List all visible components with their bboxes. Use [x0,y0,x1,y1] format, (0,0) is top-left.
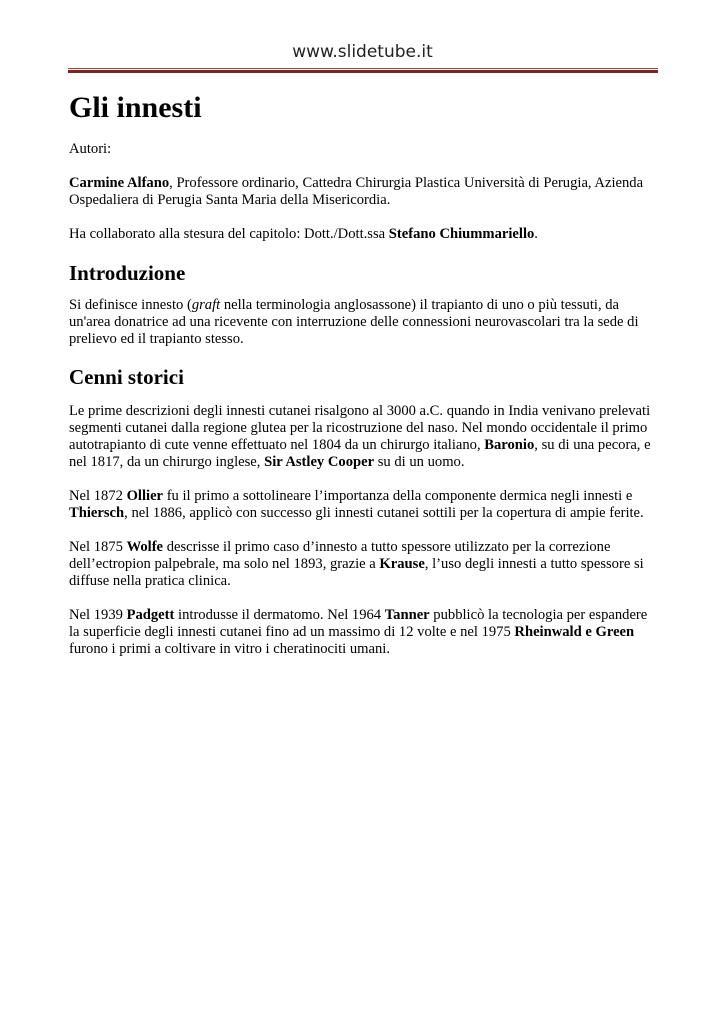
history-p3-text-3: , l’uso degli innesti a tutto spessore si diffuse nella pratica clinica. [69,556,644,589]
name-rheinwald-green: Rheinwald e Green [514,624,635,640]
history-p1-text-2: , su di una pecora, e nel 1817, da un chirurgo inglese, [69,437,651,470]
name-thiersch: Thiersch [69,505,125,521]
name-krause: Krause [379,556,425,572]
history-p2-text-1: Nel 1872 [69,488,127,504]
collaborator-text: Ha collaborato alla stesura del capitolo: Dott./Dott.ssa [69,226,389,242]
author-first-name: Carmine [69,175,125,191]
section-heading-introduzione: Introduzione [69,261,186,285]
name-ollier: Ollier [126,488,164,504]
collaborator-name: Stefano Chiummariello [388,226,535,242]
history-p4-text-4: furono i primi a coltivare in vitro i cheratinociti umani. [69,641,390,657]
section-heading-cenni-storici: Cenni storici [69,365,184,389]
author-paragraph [69,175,659,209]
document-title: Gli innesti [69,91,202,124]
history-p4-text-2: introdusse il dermatomo. Nel 1964 [174,607,385,623]
history-p4-text-1: Nel 1939 [69,607,127,623]
graft-term: graft [191,297,221,313]
name-baronio: Baronio [484,437,535,453]
history-paragraph-2 [69,488,659,522]
history-p3-text-1: Nel 1875 [69,539,127,555]
name-padgett: Padgett [126,607,175,623]
authors-label: Autori: [69,141,112,157]
history-p1-text-1: Le prime descrizioni degli innesti cutanei risalgono al 3000 a.C. quando in India venivano prelevati segmenti cutanei dalla regione glutea per la ricostruzione del naso. Nel mondo occidentale il primo autotrapianto di cute venne effettuato nel 1804 da un chirurgo italiano, [69,403,651,453]
history-p3-text-2: descrisse il primo caso d’innesto a tutto spessore utilizzato per la correzione dell’ectropion palpebrale, ma solo nel 1893, grazie a [69,539,611,572]
history-p4-text-3: pubblicò la tecnologia per espandere la superficie degli innesti cutanei fino ad un massimo di 12 volte e nel 1975 [69,607,648,640]
collaborator-paragraph [69,226,659,243]
intro-text-1: Si definisce innesto ( [69,297,192,313]
history-p1-text-3: su di un uomo. [374,454,465,470]
history-p2-text-2: fu il primo a sottolineare l’importanza della componente dermica negli innesti e [163,488,633,504]
header-divider [68,68,658,73]
collaborator-end: . [534,226,538,242]
history-p2-text-3: , nel 1886, applicò con successo gli innesti cutanei sottili per la copertura di ampie ferite. [124,505,644,521]
history-paragraph-3 [69,539,659,590]
intro-text-2: nella terminologia anglosassone) il trapianto di uno o più tessuti, da un'area donatrice ad una ricevente con interruzione delle connessioni neurovascolari tra la sede di prelievo ed il trapianto stesso. [69,297,639,347]
name-tanner: Tanner [384,607,430,623]
author-affiliation: , Professore ordinario, Cattedra Chirurgia Plastica Università di Perugia, Azienda Ospedaliera di Perugia Santa Maria della Misericordia. [69,175,644,208]
history-paragraph-4 [69,607,659,658]
author-last-name: Alfano [126,175,170,191]
history-paragraph-1 [69,403,659,471]
name-astley-cooper: Sir Astley Cooper [264,454,375,470]
document-body [69,86,659,658]
site-url-header: www.slidetube.it [292,42,433,62]
name-wolfe: Wolfe [126,539,164,555]
intro-paragraph [69,297,659,348]
